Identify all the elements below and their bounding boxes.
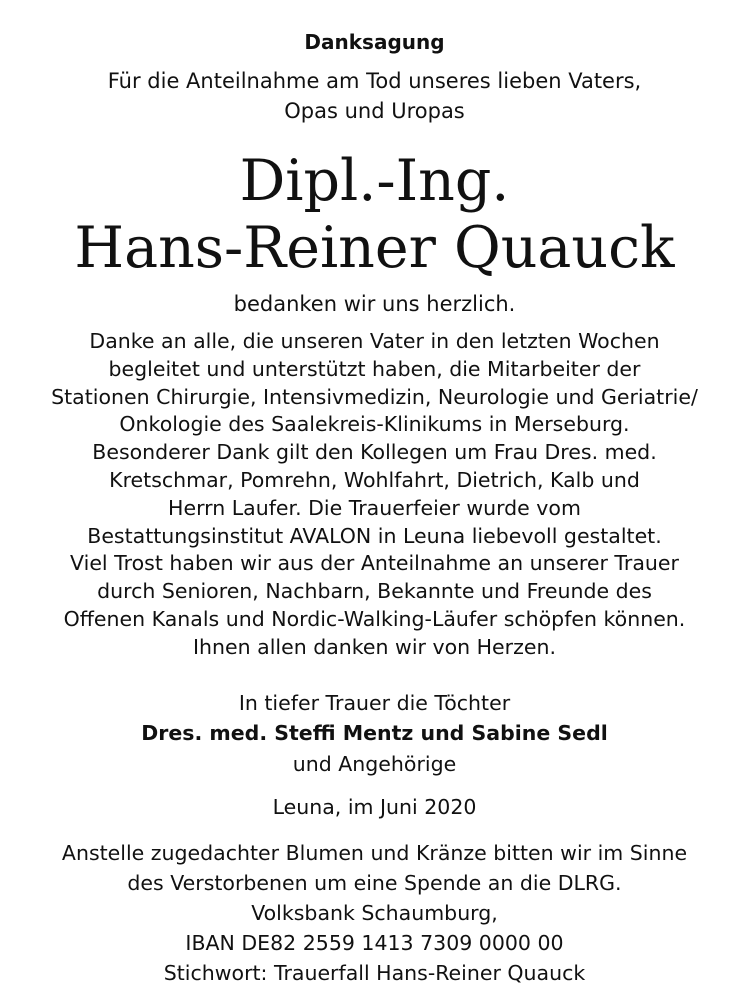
body-line: Viel Trost haben wir aus der Anteilnahme an unserer Trauer	[70, 551, 679, 576]
bank-name: Volksbank Schaumburg,	[251, 901, 498, 925]
body-line: Stationen Chirurgie, Intensivmedizin, Neurologie und Geriatrie/	[51, 384, 698, 409]
donation-keyword: Stichwort: Trauerfall Hans-Reiner Quauck	[163, 961, 586, 985]
deceased-title: Dipl.-Ing.	[239, 148, 510, 214]
body-line: Bestattungsinstitut AVALON in Leuna liebevoll gestaltet.	[87, 523, 662, 548]
mourners-intro: In tiefer Trauer die Töchter	[238, 691, 511, 715]
notice-heading: Danksagung	[304, 30, 445, 54]
intro-line: Für die Anteilnahme am Tod unseres lieben Vaters,	[107, 69, 642, 93]
deceased-name	[0, 148, 749, 282]
iban: IBAN DE82 2559 1413 7309 0000 00	[185, 931, 564, 955]
thanks-body	[0, 328, 749, 662]
body-line: Kretschmar, Pomrehn, Wohlfahrt, Dietrich, Kalb und	[109, 467, 640, 492]
thanks-line: bedanken wir uns herzlich.	[233, 292, 516, 316]
body-line: Onkologie des Saalekreis-Klinikums in Merseburg.	[119, 412, 630, 437]
intro-line: Opas und Uropas	[284, 99, 465, 123]
body-line: begleitet und unterstützt haben, die Mitarbeiter der	[108, 356, 641, 381]
body-line: Herrn Laufer. Die Trauerfeier wurde vom	[168, 495, 581, 520]
body-line: Offenen Kanals und Nordic-Walking-Läufer schöpfen können.	[63, 606, 686, 631]
donation-request	[0, 838, 749, 988]
body-line: Besonderer Dank gilt den Kollegen um Frau Dres. med.	[92, 440, 657, 465]
intro-text	[0, 66, 749, 126]
place-date: Leuna, im Juni 2020	[272, 795, 477, 819]
body-line: durch Senioren, Nachbarn, Bekannte und Freunde des	[97, 579, 652, 604]
body-line: Danke an alle, die unseren Vater in den letzten Wochen	[89, 329, 660, 353]
mourners-relatives: und Angehörige	[292, 752, 457, 776]
mourners-names: Dres. med. Steffi Mentz und Sabine Sedl	[141, 721, 608, 745]
donation-line: des Verstorbenen um eine Spende an die DLRG.	[127, 871, 622, 895]
body-line: Ihnen allen danken wir von Herzen.	[193, 634, 556, 659]
deceased-full-name: Hans-Reiner Quauck	[74, 215, 675, 281]
donation-line: Anstelle zugedachter Blumen und Kränze bitten wir im Sinne	[61, 841, 688, 865]
